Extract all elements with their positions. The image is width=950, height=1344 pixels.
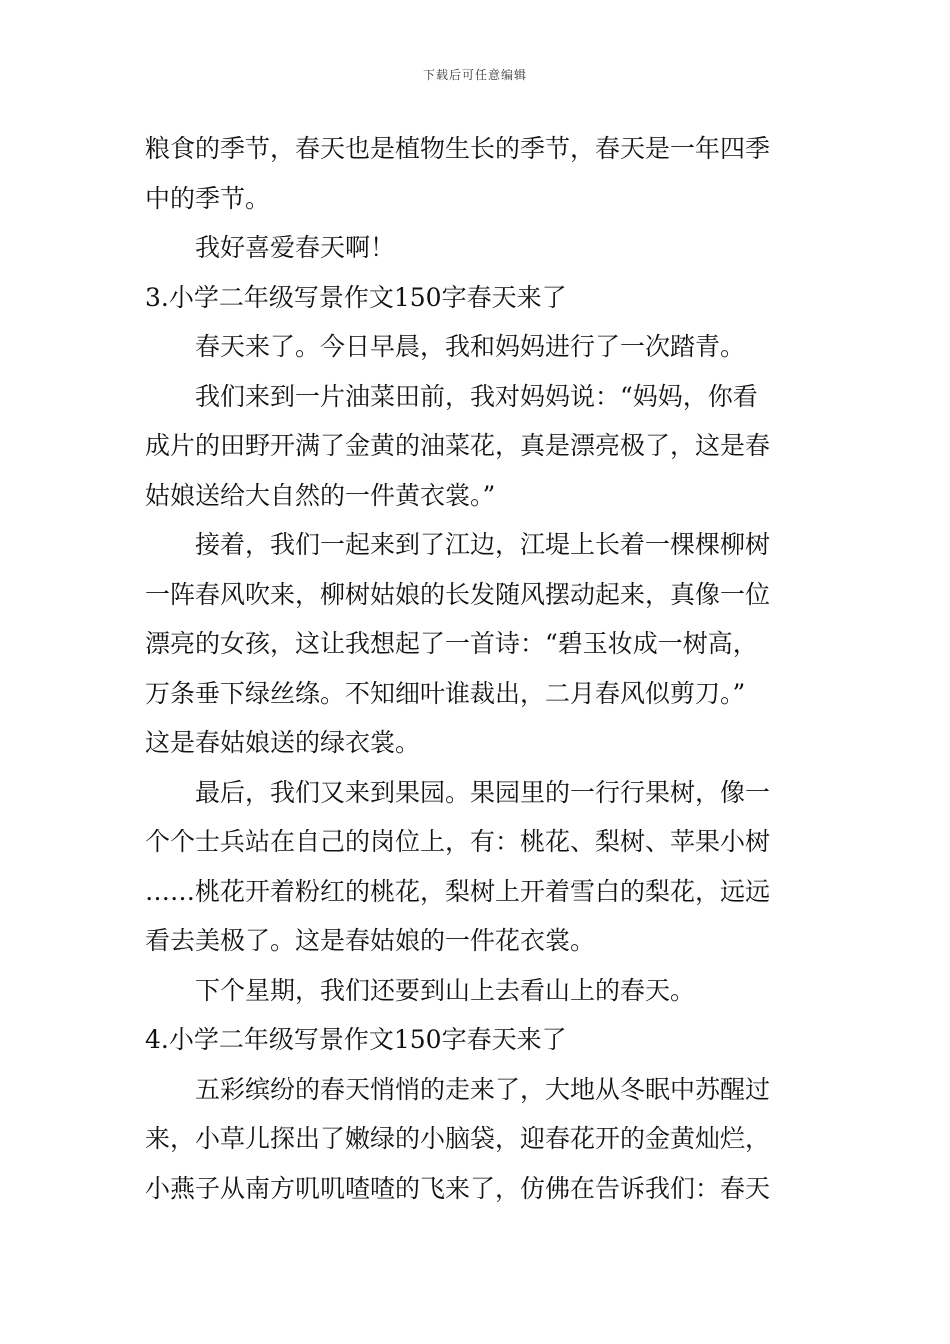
text-line: 来，小草儿探出了嫩绿的小脑袋，迎春花开的金黄灿烂， bbox=[145, 1124, 771, 1153]
text-line: 中的季节。 bbox=[145, 183, 271, 213]
text-line: 粮食的季节，春天也是植物生长的季节，春天是一年四季 bbox=[145, 134, 771, 163]
paragraph-line: 我好喜爱春天啊！ bbox=[195, 233, 396, 262]
text-line: 漂亮的女孩，这让我想起了一首诗：“碧玉妆成一树高， bbox=[145, 629, 758, 658]
text-line: 一阵春风吹来，柳树姑娘的长发随风摆动起来，真像一位 bbox=[145, 579, 771, 609]
text-line: 小燕子从南方叽叽喳喳的飞来了，仿佛在告诉我们：春天 bbox=[145, 1173, 771, 1203]
paragraph-line: 接着，我们一起来到了江边，江堤上长着一棵棵柳树 bbox=[195, 530, 771, 559]
document-body bbox=[145, 124, 807, 1213]
paragraph-line: 我们来到一片油菜田前，我对妈妈说：“妈妈，你看 bbox=[195, 381, 758, 411]
paragraph-line: 五彩缤纷的春天悄悄的走来了，大地从冬眠中苏醒过 bbox=[195, 1074, 771, 1104]
text-line: 个个士兵站在自己的岗位上，有：桃花、梨树、苹果小树 bbox=[145, 827, 771, 856]
section-heading-3: 3.小学二年级写景作文150字春天来了 bbox=[145, 282, 567, 312]
text-line: 万条垂下绿丝绦。不知细叶谁裁出，二月春风似剪刀。” bbox=[145, 678, 746, 708]
text-line: 成片的田野开满了金黄的油菜花，真是漂亮极了，这是春 bbox=[145, 431, 771, 460]
text-line: 姑娘送给大自然的一件黄衣裳。” bbox=[145, 480, 496, 510]
page-header: 下载后可任意编辑 bbox=[422, 68, 527, 82]
paragraph-line: 最后，我们又来到果园。果园里的一行行果树，像一 bbox=[195, 777, 771, 807]
paragraph-line: 下个星期，我们还要到山上去看山上的春天。 bbox=[195, 975, 696, 1005]
section-heading-4: 4.小学二年级写景作文150字春天来了 bbox=[145, 1025, 567, 1054]
text-line: 看去美极了。这是春姑娘的一件花衣裳。 bbox=[145, 926, 596, 955]
text-line: 这是春姑娘送的绿衣裳。 bbox=[145, 728, 421, 757]
paragraph-line: 春天来了。今日早晨，我和妈妈进行了一次踏青。 bbox=[195, 332, 746, 361]
text-line: ……桃花开着粉红的桃花，梨树上开着雪白的梨花，远远 bbox=[145, 876, 771, 906]
